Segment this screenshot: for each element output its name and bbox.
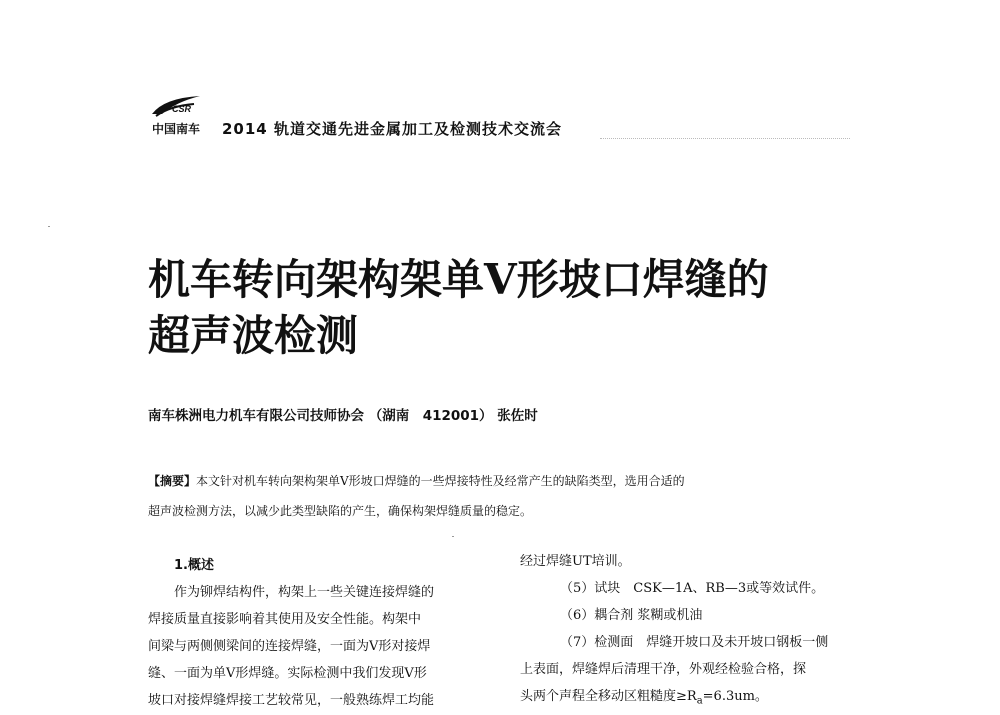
scan-speck	[48, 226, 50, 227]
abstract	[148, 466, 868, 526]
body-line: 间梁与两侧侧梁间的连接焊缝，一面为V形对接焊	[148, 639, 431, 654]
scan-speck	[452, 536, 454, 537]
body-line: 作为铆焊结构件，构架上一些关键连接焊缝的	[174, 585, 435, 600]
abstract-label: 【摘要】	[148, 474, 197, 488]
conference-title: 2014 轨道交通先进金属加工及检测技术交流会	[222, 120, 562, 138]
csr-logo	[150, 92, 206, 136]
abstract-text-1: 本文针对机车转向架构架单V形坡口焊缝的一些焊接特性及经常产生的缺陷类型，选用合适的	[196, 474, 685, 488]
body-line	[520, 683, 870, 715]
title-line-1: 机车转向架构架单V形坡口焊缝的	[148, 255, 769, 304]
list-item-6: （6）耦合剂 浆糊或机油	[560, 608, 703, 623]
list-item-7: （7）检测面 焊缝开坡口及未开坡口钢板一侧	[560, 635, 829, 650]
abstract-line-1	[148, 466, 868, 496]
body-line: 缝、一面为单V形焊缝。实际检测中我们发现V形	[148, 666, 427, 681]
right-column	[520, 548, 870, 715]
list-item-5: （5）试块 CSK—1A、RB—3或等效试件。	[560, 581, 825, 596]
roughness-text: 头两个声程全移动区粗糙度≥R	[520, 689, 697, 704]
left-column	[148, 552, 490, 714]
abstract-line-2: 超声波检测方法，以减少此类型缺陷的产生，确保构架焊缝质量的稳定。	[148, 504, 533, 518]
roughness-value: =6.3um。	[702, 689, 768, 704]
roughness-subscript: a	[696, 695, 703, 707]
body-line: 坡口对接焊缝焊接工艺较常见，一般熟练焊工均能	[148, 693, 435, 708]
paper-title	[148, 252, 848, 364]
author-byline: 南车株洲电力机车有限公司技师协会 （湖南 412001） 张佐时	[148, 408, 538, 424]
body-line: 上表面，焊缝焊后清理干净，外观经检验合格，探	[520, 662, 807, 677]
header-divider	[600, 138, 850, 139]
logo-name: 中国南车	[152, 122, 201, 136]
title-line-2: 超声波检测	[148, 311, 359, 360]
body-line: 焊接质量直接影响着其使用及安全性能。构架中	[148, 612, 422, 627]
logo-mark: CSR	[172, 104, 192, 114]
body-line: 经过焊缝UT培训。	[520, 554, 631, 569]
section-heading: 1.概述	[174, 558, 214, 573]
